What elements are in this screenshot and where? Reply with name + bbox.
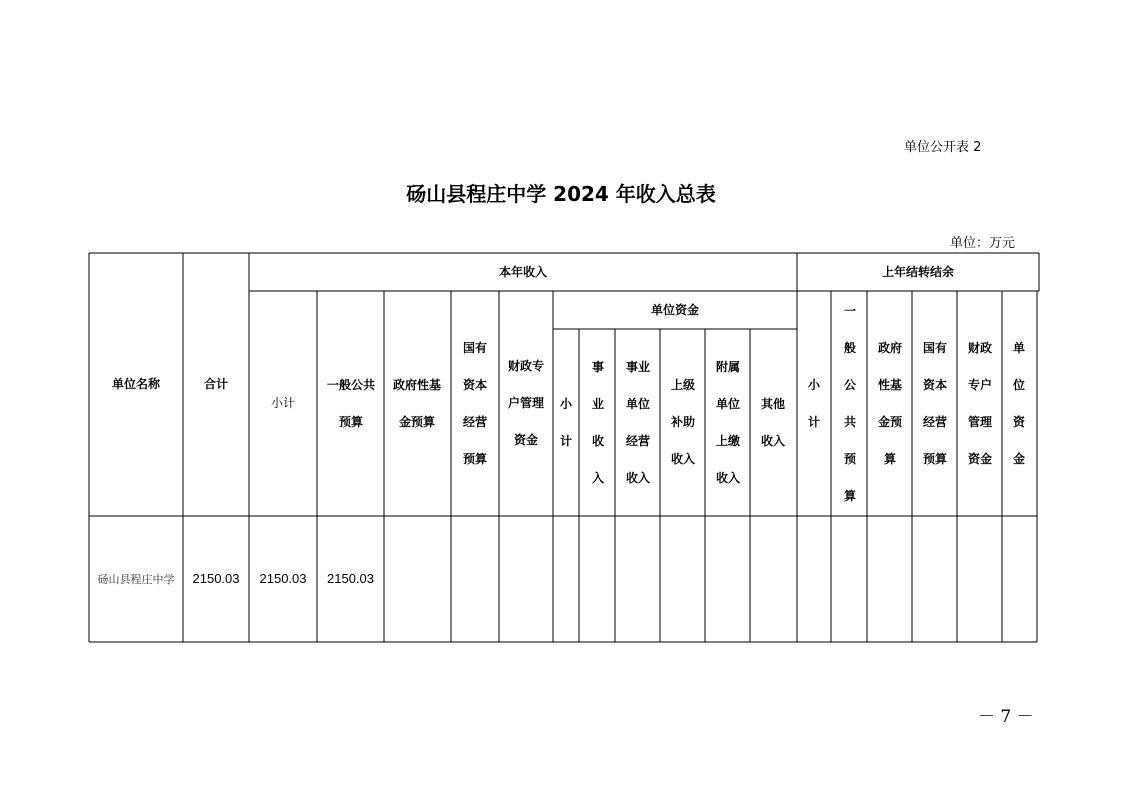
row-total: 2150.03: [192, 571, 240, 586]
col-this-year: 本年收入: [498, 264, 547, 279]
col-gov-fund: 政府性基金预算: [392, 377, 441, 429]
col-uf-business: 事业收入: [591, 359, 604, 485]
col-ly-unit-funds: 单位资金: [1012, 340, 1025, 466]
col-fiscal-special: 财政专户管理资金: [507, 359, 544, 447]
col-uf-subtotal: 小计: [559, 396, 572, 448]
col-subtotal: 小计: [270, 396, 295, 410]
col-general-budget: 一般公共预算: [327, 377, 376, 429]
col-uf-operating: 事业单位经营收入: [625, 359, 650, 485]
col-ly-state-capital: 国有资本经营预算: [922, 340, 947, 466]
col-total: 合计: [203, 377, 228, 391]
col-unit-funds: 单位资金: [650, 302, 699, 317]
row-unit-name: 砀山县程庄中学: [97, 572, 175, 586]
unit-label: 单位：万元: [950, 236, 1016, 251]
col-last-year: 上年结转结余: [881, 264, 954, 279]
col-unit-name: 单位名称: [111, 377, 160, 391]
col-ly-general: 一般公共预算: [843, 303, 856, 503]
col-state-capital: 国有资本经营预算: [462, 340, 487, 466]
col-ly-subtotal: 小计: [807, 377, 820, 429]
col-uf-affiliated: 附属单位上缴收入: [715, 359, 740, 485]
page-title: 砀山县程庄中学 2024 年收入总表: [406, 182, 716, 206]
col-uf-superior: 上级补助收入: [670, 378, 695, 466]
col-ly-gov-fund: 政府性基金预算: [877, 340, 902, 466]
row-general-budget: 2150.03: [327, 571, 374, 586]
col-uf-other: 其他收入: [760, 396, 785, 448]
col-ly-fiscal-special: 财政专户管理资金: [967, 340, 992, 466]
row-subtotal: 2150.03: [259, 571, 307, 586]
table-code: 单位公开表 2: [904, 140, 982, 155]
page-number: － 7 －: [978, 707, 1034, 727]
